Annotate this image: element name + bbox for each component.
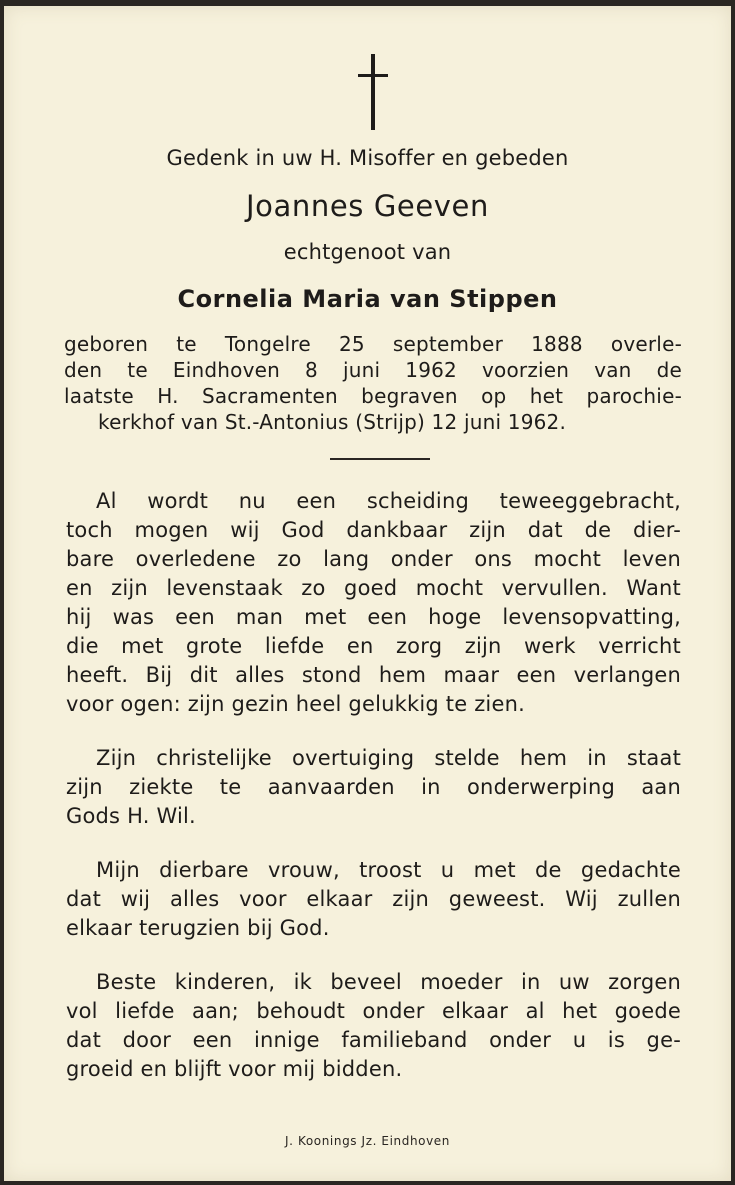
deceased-name: Joannes Geeven	[246, 189, 489, 223]
text-line: elkaar terugzien bij God.	[66, 916, 330, 940]
text-line: Beste kinderen, ik beveel moeder in uw zorgen	[96, 970, 681, 994]
cross-icon	[358, 54, 388, 130]
bio-line: laatste H. Sacramenten begraven op het parochie-	[64, 384, 682, 408]
text-line: en zijn levenstaak zo goed mocht vervullen. Want	[66, 576, 681, 600]
text-line: voor ogen: zijn gezin heel gelukkig te zien.	[66, 692, 525, 716]
text-line: Zijn christelijke overtuiging stelde hem in staat	[96, 746, 681, 770]
text-line: hij was een man met een hoge levensopvatting,	[66, 605, 681, 629]
text-line: heeft. Bij dit alles stond hem maar een verlangen	[66, 663, 681, 687]
text-line: Al wordt nu een scheiding teweeggebracht,	[96, 489, 681, 513]
bio-line: den te Eindhoven 8 juni 1962 voorzien van de	[64, 358, 682, 382]
text-line: Mijn dierbare vrouw, troost u met de gedachte	[96, 858, 681, 882]
divider	[330, 458, 430, 460]
printer-credit: J. Koonings Jz. Eindhoven	[285, 1134, 450, 1148]
spouse-name: Cornelia Maria van Stippen	[177, 285, 558, 313]
relation-text: echtgenoot van	[283, 240, 452, 264]
text-line: Gods H. Wil.	[66, 804, 196, 828]
text-line: dat door een innige familieband onder u is ge-	[66, 1028, 681, 1052]
text-line: bare overledene zo lang onder ons mocht leven	[66, 547, 681, 571]
text-line: vol liefde aan; behoudt onder elkaar al het goede	[66, 999, 681, 1023]
text-line: zijn ziekte te aanvaarden in onderwerping aan	[66, 775, 681, 799]
text-line: die met grote liefde en zorg zijn werk verricht	[66, 634, 681, 658]
memorial-card	[4, 6, 731, 1181]
bio-line: kerkhof van St.-Antonius (Strijp) 12 juni 1962.	[98, 410, 567, 434]
text-line: toch mogen wij God dankbaar zijn dat de dier-	[66, 518, 681, 542]
text-line: dat wij alles voor elkaar zijn geweest. Wij zullen	[66, 887, 681, 911]
bio-line: geboren te Tongelre 25 september 1888 overle-	[64, 332, 682, 356]
text-line: groeid en blijft voor mij bidden.	[66, 1057, 403, 1081]
intro-text: Gedenk in uw H. Misoffer en gebeden	[166, 146, 569, 170]
